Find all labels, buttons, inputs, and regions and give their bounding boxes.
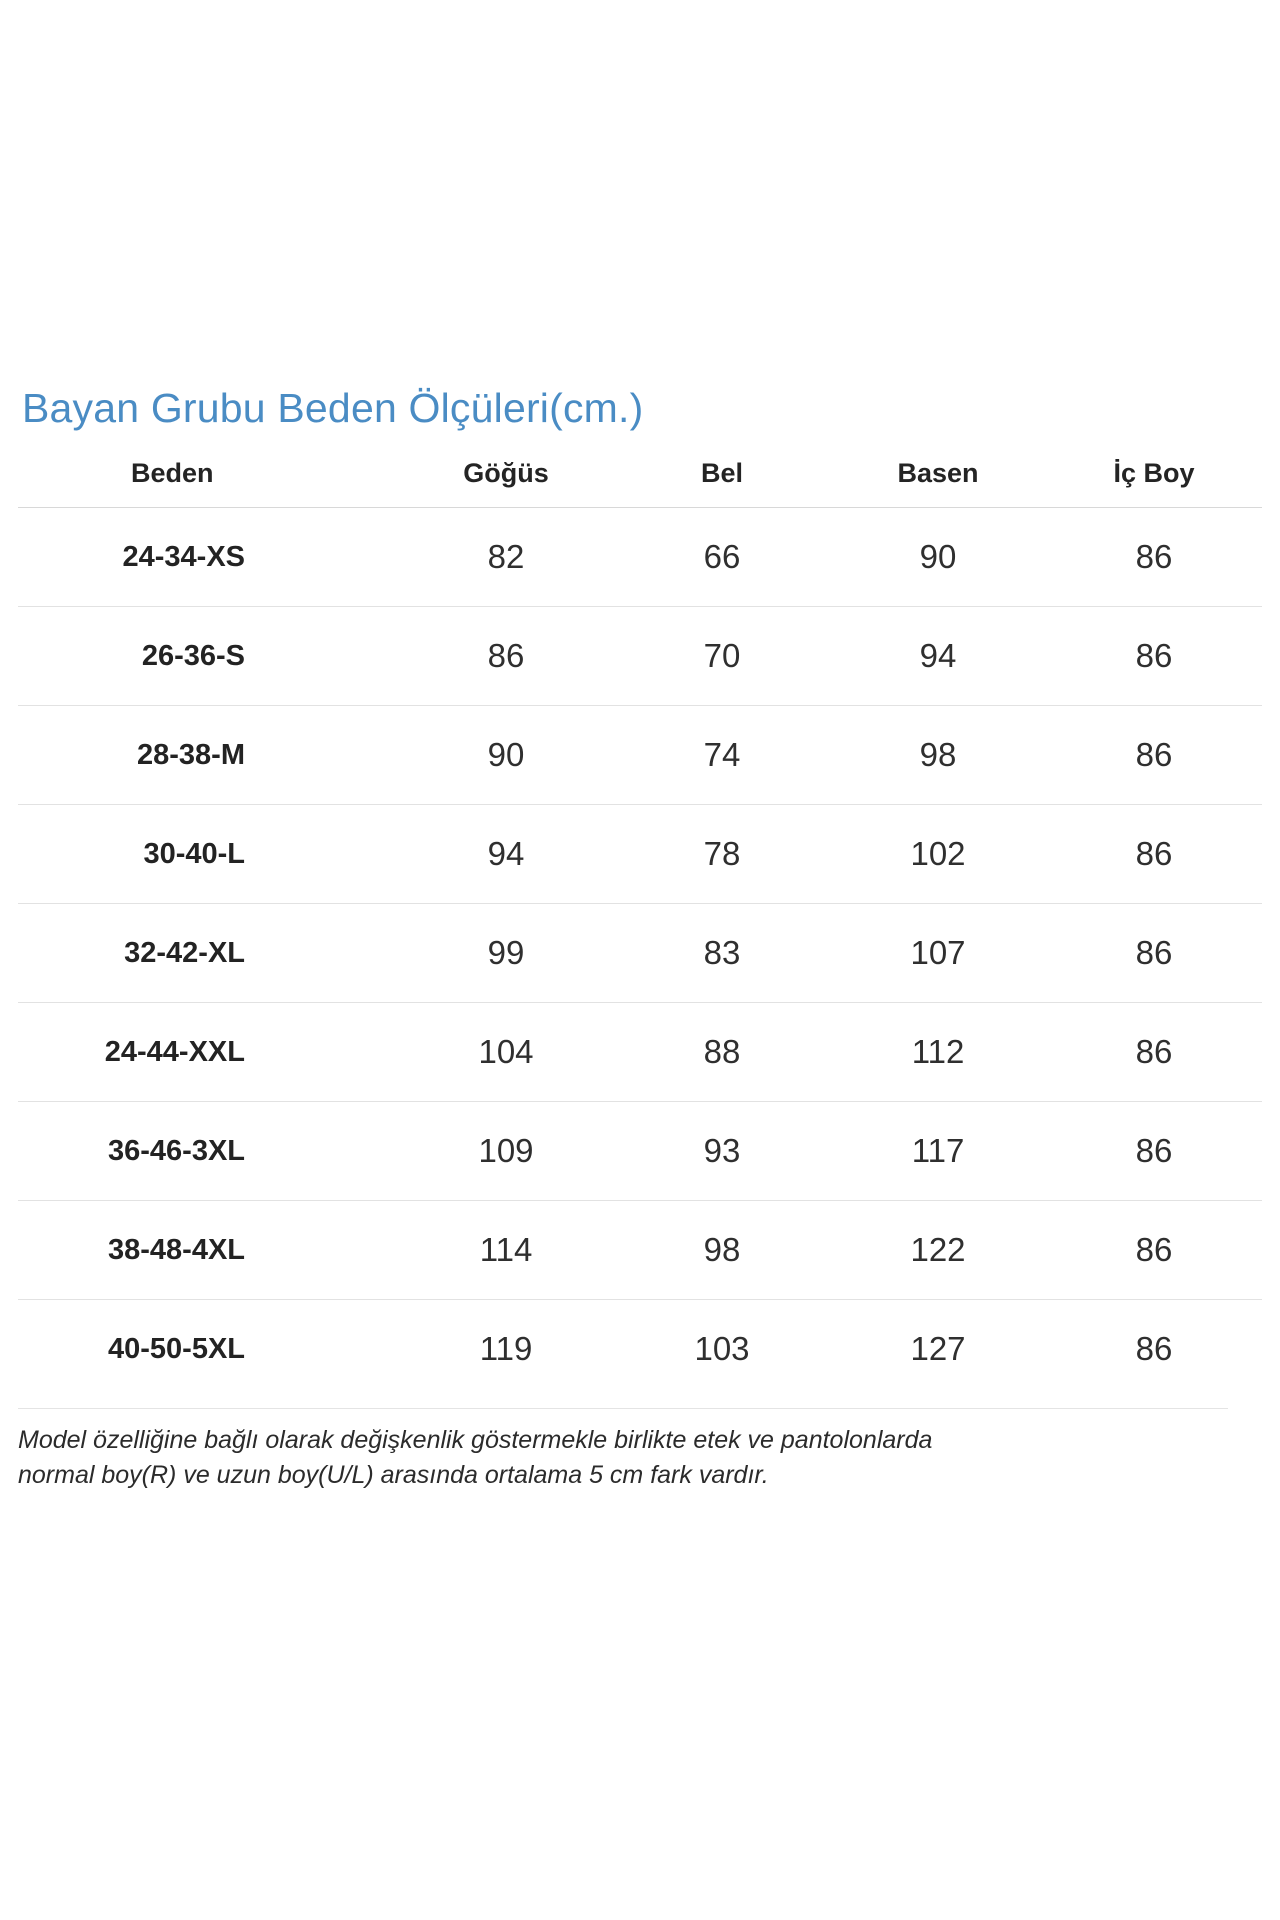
cell-gogus: 114 bbox=[398, 1201, 614, 1300]
cell-icboy: 86 bbox=[1046, 706, 1262, 805]
cell-basen: 102 bbox=[830, 805, 1046, 904]
cell-size: 32-42-XL bbox=[18, 904, 398, 1003]
size-measurements-table bbox=[18, 446, 1262, 1398]
cell-basen: 90 bbox=[830, 508, 1046, 607]
cell-size: 26-36-S bbox=[18, 607, 398, 706]
table-body bbox=[18, 508, 1262, 1399]
column-header-bel: Bel bbox=[700, 458, 744, 488]
cell-size: 40-50-5XL bbox=[18, 1300, 398, 1399]
column-header-beden: Beden bbox=[131, 458, 214, 488]
cell-basen: 107 bbox=[830, 904, 1046, 1003]
column-header-icboy: İç Boy bbox=[1113, 458, 1195, 488]
table-row bbox=[18, 805, 1262, 904]
cell-size: 30-40-L bbox=[18, 805, 398, 904]
cell-gogus: 94 bbox=[398, 805, 614, 904]
size-chart-block bbox=[18, 385, 1262, 1492]
cell-basen: 98 bbox=[830, 706, 1046, 805]
cell-icboy: 86 bbox=[1046, 1300, 1262, 1399]
cell-size: 36-46-3XL bbox=[18, 1102, 398, 1201]
cell-gogus: 109 bbox=[398, 1102, 614, 1201]
footnote bbox=[18, 1408, 1228, 1492]
column-header-gogus: Göğüs bbox=[463, 458, 549, 488]
cell-size: 28-38-M bbox=[18, 706, 398, 805]
cell-icboy: 86 bbox=[1046, 607, 1262, 706]
cell-icboy: 86 bbox=[1046, 508, 1262, 607]
cell-bel: 74 bbox=[614, 706, 830, 805]
table-row bbox=[18, 1102, 1262, 1201]
table-row bbox=[18, 508, 1262, 607]
cell-basen: 94 bbox=[830, 607, 1046, 706]
cell-bel: 66 bbox=[614, 508, 830, 607]
cell-gogus: 104 bbox=[398, 1003, 614, 1102]
cell-basen: 117 bbox=[830, 1102, 1046, 1201]
table-row bbox=[18, 607, 1262, 706]
cell-bel: 98 bbox=[614, 1201, 830, 1300]
cell-bel: 70 bbox=[614, 607, 830, 706]
cell-gogus: 90 bbox=[398, 706, 614, 805]
cell-icboy: 86 bbox=[1046, 904, 1262, 1003]
footnote-line-1: Model özelliğine bağlı olarak değişkenlik göstermekle birlikte etek ve pantolonlarda bbox=[18, 1426, 933, 1454]
table-row bbox=[18, 1300, 1262, 1399]
cell-icboy: 86 bbox=[1046, 1102, 1262, 1201]
cell-basen: 122 bbox=[830, 1201, 1046, 1300]
table-row bbox=[18, 904, 1262, 1003]
cell-gogus: 86 bbox=[398, 607, 614, 706]
cell-bel: 83 bbox=[614, 904, 830, 1003]
cell-size: 38-48-4XL bbox=[18, 1201, 398, 1300]
cell-gogus: 99 bbox=[398, 904, 614, 1003]
cell-bel: 103 bbox=[614, 1300, 830, 1399]
cell-icboy: 86 bbox=[1046, 1003, 1262, 1102]
cell-bel: 93 bbox=[614, 1102, 830, 1201]
table-row bbox=[18, 706, 1262, 805]
table-header-row bbox=[18, 446, 1262, 508]
cell-size: 24-44-XXL bbox=[18, 1003, 398, 1102]
cell-icboy: 86 bbox=[1046, 1201, 1262, 1300]
table-row bbox=[18, 1201, 1262, 1300]
cell-bel: 88 bbox=[614, 1003, 830, 1102]
page-title: Bayan Grubu Beden Ölçüleri(cm.) bbox=[22, 385, 644, 431]
table-header bbox=[18, 446, 1262, 508]
cell-size: 24-34-XS bbox=[18, 508, 398, 607]
footnote-line-2: normal boy(R) ve uzun boy(U/L) arasında ortalama 5 cm fark vardır. bbox=[18, 1460, 769, 1489]
column-header-basen: Basen bbox=[897, 458, 979, 488]
cell-icboy: 86 bbox=[1046, 805, 1262, 904]
cell-gogus: 119 bbox=[398, 1300, 614, 1399]
cell-gogus: 82 bbox=[398, 508, 614, 607]
cell-basen: 127 bbox=[830, 1300, 1046, 1399]
cell-bel: 78 bbox=[614, 805, 830, 904]
table-row bbox=[18, 1003, 1262, 1102]
cell-basen: 112 bbox=[830, 1003, 1046, 1102]
